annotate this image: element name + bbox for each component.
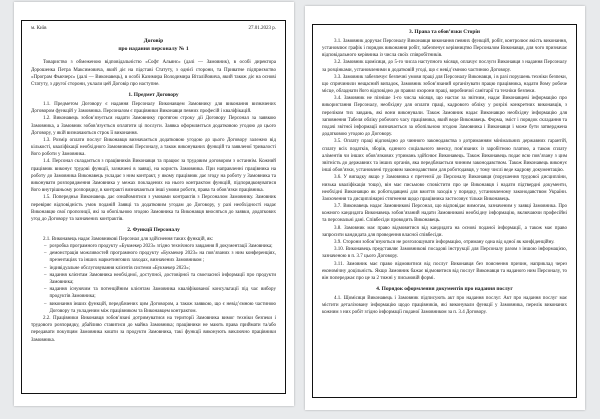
para-3-6: 3.6. У випадку якщо у Замовника є претензії до Персоналу Виконавця (порушення трудової дисципліни, низька кваліфікація тощо), він має письмово сповістити про це Виконавця і надати підтвердні документи, необхідні Виконавцю як роботодавцеві для вжиття заходів у порядку, установленому законодавством України. Заохочення та дисциплінарні стягнення щодо працівника застосовує тільки Виконавець. xyxy=(322,175,567,202)
bullet-dash: – xyxy=(44,244,47,250)
para-3-8: 3.8. Замовник має право відмовитися від кандидата на основі поданої інформації, а також має право запросити кандидата для проведення власної співбесіди. xyxy=(322,225,567,238)
section-4-heading: 4. Порядок оформлення документів про надання послуг xyxy=(376,286,513,293)
para-3-7: 3.7. Виконавець надає Замовникові Персонал, що відповідає вимогам, зазначеним у заявці Замовника. Про кожного кандидата Виконавець зобов’язаний надати Замовникові необхідну інформацію, включаючи професійні та персональні дані. Співбесіди проводить Виконавець. xyxy=(322,204,567,224)
bullet-text: розробка програмного продукту «Букмекер 2023» згідно технічного завдання й документації Замовника; xyxy=(49,244,273,250)
bullet-dash: – xyxy=(44,287,47,293)
para-3-1: 3.1. Замовник доручає Персоналу Виконавця виконання певних функцій, робіт, контролює якість виконання, установлює графік і порядок виконання робіт, забезпечує керівництво Персоналом Виконавця, для чого призначає відповідального керівника із числа своїх співробітників. xyxy=(322,38,567,59)
para-3-2: 3.2. Замовник щомісяця, до 5-го числа наступного місяця, оплачує послуги Виконавця з надання Персоналу за розцінками, установленими в додатковій угоді, що є невід’ємною частиною Договору. xyxy=(322,60,567,73)
document-title-line1: Договір xyxy=(143,38,164,45)
para-1-1: 1.1. Предметом Договору є надання Персоналу Виконавцем Замовнику для виконання визначених Договором функцій у Замовника. Персоналом є працівники Виконавця певних професій і кваліфікацій. xyxy=(31,101,276,115)
page-2-border-frame xyxy=(312,24,577,398)
bullet-item xyxy=(44,265,276,272)
para-3-5: 3.5. Оплату праці відповідно до чинного законодавства з дотриманням мінімальних державних гарантій, сплату всіх податків, зборів, єдиного соціального внеску, пов’язаних із заробітною платою, а також сплату аліментів чи інших обов’язкових утримань здійснює Виконавець. Також Виконавець подає всю пов’язану з цим звітність до державних та інших органів, яка передбачається чинним законодавством. Також Виконавець виконує інші обов’язки, установлені трудовим законодавством для роботодавця, у тому числі веде кадрову документацію. xyxy=(322,139,567,174)
bullet-item xyxy=(44,250,276,264)
para-3-3: 3.3. Замовник забезпечує безпечні умови праці для Персоналу Виконавця, і в разі порушень техніки безпеки, що спричинили нещасний випадок, Замовник зобов’язаний організувати працю працівника, надати йому робоче місце, обладнати його відповідно до правил охорони праці, виробничої санітарії та техніки безпеки. xyxy=(322,74,567,95)
para-3-10: 3.10. Виконавець представляє Замовникові посадові інструкції для Персоналу разом з іншою інформацією, зазначеною в п. 3.7 цього Договору. xyxy=(322,247,567,260)
para-1-2: 1.2. Виконавець зобов’язується надати Замовнику протягом строку дії Договору Персонал за заявкою Замовника, а Замовник зобов’язується оплатити ці послуги. Заявка оформляється додатковою угодою до цього Договору, у якій визначаються строк її виконання. xyxy=(31,116,276,136)
bullet-item xyxy=(44,286,276,300)
bullet-text: виконання інших функцій, передбачених цим Договором, а також заявкою, що є невід’ємною частиною Договору та укладеним між працівником та Виконавцем контрактом. xyxy=(49,301,276,314)
bullet-item xyxy=(44,272,276,286)
bullet-text: надання клієнтам Замовника необхідної, доступної, достовірної та своєчасної інформації про продукти Замовника; xyxy=(49,272,276,286)
para-3-11: 3.11. Замовник має право відмовитися від послуг Виконавця без пояснення причин, наприклад через економічну доцільність. Якщо Замовник бажає відмовитися від послуг Виконавця та наданого ним Персоналу, то він попереджає про це за 2 тижні у письмовій формі. xyxy=(322,261,567,281)
date-label: 27.01.2023 р. xyxy=(248,26,276,31)
preamble-paragraph: Товариство з обмеженою відповідальністю «Софт Альянс» (далі — Замовник), в особі директора Дорошенка Петра Максимовича, який діє на підставі Статуту, з однієї сторони, та Приватне підприємство «Програм Фьючерс» (далі — Виконавець), в особі Казимира Володимира Віталійовича, який також діє на основі Статуту, з другої сторони, уклали цей Договір про наступне. xyxy=(31,60,276,87)
bullet-dash: – xyxy=(44,301,47,307)
para-3-9: 3.9. Сторони зобов’язуються не розголошувати інформацію, отриману одна від одної як конфіденційну. xyxy=(334,240,555,246)
page-1 xyxy=(14,2,294,406)
section-3-heading: 3. Права та обов’язки Сторін xyxy=(409,29,480,35)
bullet-dash: – xyxy=(44,251,47,257)
bullet-text: індивідуальне обслуговування клієнтів системи «Букмекер 2023»; xyxy=(49,265,191,271)
para-2-1: 2.1. Виконавець надає Замовникові Персонал для здійснення таких функцій, як: xyxy=(43,236,214,242)
para-2-2: 2.2. Працівники Виконавця зобов’язані дотримуватися на території Замовника вимог техніки безпеки і трудового розпорядку, дбайливо ставитися до майна Замовника; працівники не мають права приймати та/або передавати покупцям Замовника кошти за продукти Замовника, такі функції виконують виключно працівники Замовника. xyxy=(31,315,276,343)
page-2 xyxy=(305,6,585,410)
para-1-5: 1.5. Попередньо Виконавець дає ознайомитися з умовами контрактів з Персоналом Замовнику. Замовник перевіряє відповідність умов поданій Заявці та додатковим угодам до Договору, у разі необхідності надає Виконавцю свої пропозиції, які за обопільною згодою Замовника та Виконавця вносяться до заявки, додаткових угод до Договору та зазначених контрактів. xyxy=(31,195,276,222)
para-4-1: 4.1. Щомісяця Виконавець і Замовник підписують акт про надання послуг. Акт про надання послуг має містити деталізовану інформацію щодо працівників, які виконували функції у Замовника, перелік виконаних кожним з них робіт згідно інформації поданої Замовником за п. 3.4 Договору. xyxy=(322,295,567,316)
city-label: м. Київ xyxy=(31,26,47,31)
section-2-heading: 2. Функції Персоналу xyxy=(127,227,180,234)
para-3-4: 3.4. Замовник не пізніше 1-го числа місяця, що настає за звітним, надає Виконавцеві інформацію про використання Персоналу, необхідну для оплати праці, кадрового обліку у розрізі конкретних виконавців, з переліком тих завдань, які вони виконували. Також Замовник надає Виконавцю необхідну інформацію для заповнення Табеля обліку робочого часу працівника, який веде Виконавець. Форма, зміст і порядок складання та подачі звітної інформації визначається за обопільною згодою Замовника і Виконавця і може бути затверджена додатковою угодою до Договору. xyxy=(322,96,567,138)
para-1-3: 1.3. Розмір оплати послуг Виконавця визначається додатковою угодою до цього Договору залежно від кількості, кваліфікації необхідного Замовникові Персоналу, а також виконуваних функцій та заявленої тривалості його роботи у Замовника. xyxy=(31,137,276,158)
para-1-4: 1.4. Персонал складається з працівників Виконавця та працює за трудовим договором з останнім. Кожний працівник виконує трудові функції, зазначені в заявці, на користь Замовника. При направленні працівника на роботу до Замовника Виконавець укладає з ним контракт, у якому працівник дає згоду на роботу у Замовника та виконувати розпорядження Замовника у межах покладених на нього контрактом функцій, підпорядковуватися його внутрішньому розпорядку, в контракті визначаються інші умови роботи, права та обов’язки працівника. xyxy=(31,159,276,194)
bullet-dash: – xyxy=(44,272,47,278)
page-1-border-frame xyxy=(21,20,286,394)
document-title-block xyxy=(31,37,276,53)
section-1-heading: 1. Предмет Договору xyxy=(128,92,179,99)
bullet-text: демонстрація можливостей програмного продукту «Букмекер 2023» на пов’язаних з ним конференціях, презентаціях та інших маркетингових заходах, визначених Замовником ; xyxy=(49,251,276,264)
bullet-text: надання існуючим та потенційним клієнтам Замовника кваліфікованої консультації під час вибору продуктів Замовника; xyxy=(49,287,276,300)
bullet-item xyxy=(44,243,276,250)
bullet-dash: – xyxy=(44,265,47,271)
bullet-item xyxy=(44,301,276,315)
document-header-row xyxy=(31,25,276,32)
document-title-line2: про надання персоналу № 1 xyxy=(118,46,189,53)
